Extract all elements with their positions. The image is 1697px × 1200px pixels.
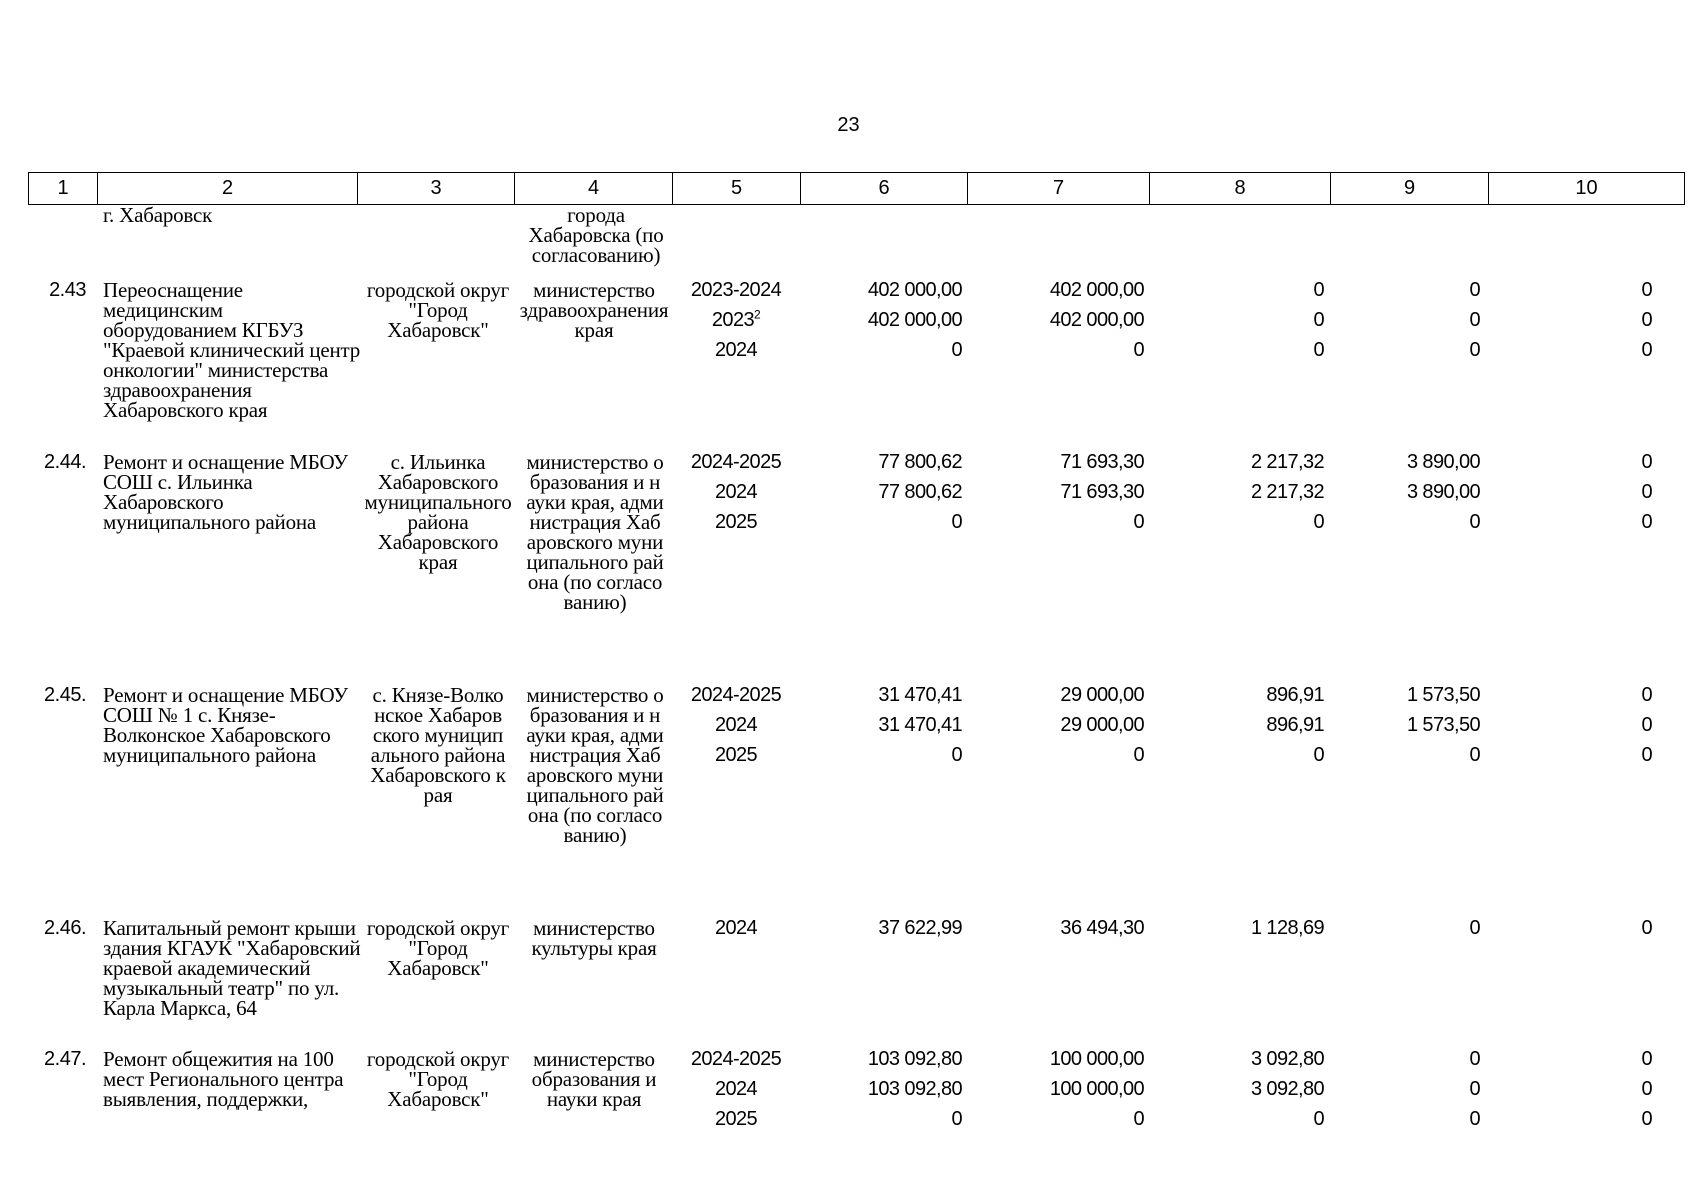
amount-total: 37 622,99 xyxy=(878,917,962,939)
amount-total: 31 470,41 xyxy=(878,714,962,736)
amount-col10: 0 xyxy=(1641,917,1652,939)
amount-col10: 0 xyxy=(1641,1048,1652,1070)
amount-col10: 0 xyxy=(1641,339,1652,361)
amount-col10: 0 xyxy=(1641,279,1652,301)
amount-col10: 0 xyxy=(1641,309,1652,331)
row-territory: городской округ "Город Хабаровск" xyxy=(366,916,510,980)
row-executor: министерство образования и науки края xyxy=(531,1047,657,1111)
amount-total: 31 470,41 xyxy=(878,684,962,706)
amount-col10: 0 xyxy=(1641,1078,1652,1100)
amount-col8: 0 xyxy=(1313,309,1324,331)
table-row xyxy=(0,913,1697,1044)
amount-col7: 71 693,30 xyxy=(1060,451,1144,473)
amount-col8: 0 xyxy=(1313,511,1324,533)
period-value: 2024 xyxy=(714,339,758,361)
amount-col9: 0 xyxy=(1469,1108,1480,1130)
amount-col8: 2 217,32 xyxy=(1250,481,1324,503)
amount-total: 77 800,62 xyxy=(878,481,962,503)
period-value: 2025 xyxy=(714,511,758,533)
row-territory: городской округ "Город Хабаровск" xyxy=(366,1047,510,1111)
row-name: Переоснащение медицинским оборудованием КГБУЗ "Краевой клинический центр онкологии" министерства здравоохранения Хабаровского края xyxy=(103,278,361,422)
amount-col9: 0 xyxy=(1469,339,1480,361)
amount-col10: 0 xyxy=(1641,744,1652,766)
amount-col9: 0 xyxy=(1469,917,1480,939)
period-value: 2023-2024 xyxy=(690,279,782,301)
amount-col9: 0 xyxy=(1469,1078,1480,1100)
amount-col7: 0 xyxy=(1133,339,1144,361)
header-cell: 2 xyxy=(98,173,358,205)
amount-col7: 36 494,30 xyxy=(1060,917,1144,939)
row-number: 2.44. xyxy=(44,451,86,473)
amount-col8: 0 xyxy=(1313,744,1324,766)
amount-col7: 0 xyxy=(1133,511,1144,533)
amount-col7: 0 xyxy=(1133,744,1144,766)
amount-total: 402 000,00 xyxy=(867,309,962,331)
amount-col9: 3 890,00 xyxy=(1406,451,1480,473)
amount-col10: 0 xyxy=(1641,511,1652,533)
table-body xyxy=(0,205,1697,1144)
row-territory: городской округ "Город Хабаровск" xyxy=(366,278,510,342)
amount-col10: 0 xyxy=(1641,684,1652,706)
header-cell: 5 xyxy=(673,173,801,205)
row-number: 2.45. xyxy=(44,684,86,706)
row-executor: министерство здравоохранения края xyxy=(519,278,669,342)
table-row xyxy=(0,1044,1697,1144)
amount-total: 103 092,80 xyxy=(867,1078,962,1100)
amount-col7: 29 000,00 xyxy=(1060,684,1144,706)
row-number: 2.46. xyxy=(44,917,86,939)
amount-col8: 896,91 xyxy=(1266,684,1324,706)
header-row xyxy=(29,173,1685,205)
carry-over-name: г. Хабаровск xyxy=(103,203,213,227)
amount-col7: 71 693,30 xyxy=(1060,481,1144,503)
period-with-note xyxy=(672,305,800,335)
row-name: Ремонт и оснащение МБОУ СОШ с. Ильинка Хабаровского муниципального района xyxy=(103,450,348,534)
amount-col7: 29 000,00 xyxy=(1060,714,1144,736)
amount-col8: 3 092,80 xyxy=(1250,1048,1324,1070)
period-value: 2024 xyxy=(714,917,758,939)
table-row xyxy=(0,447,1697,680)
period-value: 2024-2025 xyxy=(690,1048,782,1070)
amount-col8: 2 217,32 xyxy=(1250,451,1324,473)
amount-col7: 0 xyxy=(1133,1108,1144,1130)
footnote-mark: 2 xyxy=(754,307,761,322)
period-value: 2023 xyxy=(711,309,754,331)
amount-total: 0 xyxy=(951,1108,962,1130)
amount-col7: 100 000,00 xyxy=(1049,1078,1144,1100)
amount-col9: 1 573,50 xyxy=(1406,684,1480,706)
period-value: 2025 xyxy=(714,744,758,766)
amount-total: 402 000,00 xyxy=(867,279,962,301)
amount-col9: 3 890,00 xyxy=(1406,481,1480,503)
table-row xyxy=(0,680,1697,913)
amount-total: 77 800,62 xyxy=(878,451,962,473)
header-cell: 3 xyxy=(358,173,515,205)
row-name: Ремонт общежития на 100 мест Регионального центра выявления, поддержки, xyxy=(103,1047,344,1111)
header-cell: 9 xyxy=(1331,173,1489,205)
amount-col7: 402 000,00 xyxy=(1049,309,1144,331)
amount-col10: 0 xyxy=(1641,481,1652,503)
header-cell: 4 xyxy=(515,173,673,205)
header-cell: 8 xyxy=(1150,173,1331,205)
row-executor: министерство образования и науки края, администрация Хабаровского муниципального района (по согласованию) xyxy=(526,450,664,614)
amount-col7: 402 000,00 xyxy=(1049,279,1144,301)
amount-col9: 0 xyxy=(1469,1048,1480,1070)
row-number: 2.47. xyxy=(44,1048,86,1070)
row-territory: с. Ильинка Хабаровского муниципального района Хабаровского края xyxy=(364,450,512,574)
row-executor: министерство образования и науки края, администрация Хабаровского муниципального района (по согласованию) xyxy=(526,683,664,847)
amount-col9: 0 xyxy=(1469,309,1480,331)
header-cell: 10 xyxy=(1489,173,1685,205)
amount-col9: 1 573,50 xyxy=(1406,714,1480,736)
period-value: 2025 xyxy=(714,1108,758,1130)
table-row xyxy=(0,275,1697,447)
amount-col9: 0 xyxy=(1469,511,1480,533)
amount-col10: 0 xyxy=(1641,451,1652,473)
period-value: 2024 xyxy=(714,714,758,736)
header-cell: 6 xyxy=(801,173,968,205)
amount-col10: 0 xyxy=(1641,1108,1652,1130)
amount-col8: 3 092,80 xyxy=(1250,1078,1324,1100)
period-value: 2024-2025 xyxy=(690,684,782,706)
amount-col8: 896,91 xyxy=(1266,714,1324,736)
header-cell: 1 xyxy=(29,173,98,205)
amount-total: 0 xyxy=(951,339,962,361)
row-executor: министерство культуры края xyxy=(531,916,657,960)
period-value: 2024-2025 xyxy=(690,451,782,473)
amount-col7: 100 000,00 xyxy=(1049,1048,1144,1070)
period-value: 2024 xyxy=(714,481,758,503)
amount-col9: 0 xyxy=(1469,744,1480,766)
row-territory: с. Князе-Волконское Хабаровского муниципального района Хабаровского края xyxy=(370,683,506,807)
carry-over-executor: города Хабаровска (по согласованию) xyxy=(528,203,664,267)
header-cell: 7 xyxy=(968,173,1150,205)
amount-col9: 0 xyxy=(1469,279,1480,301)
amount-col8: 0 xyxy=(1313,279,1324,301)
column-header-table xyxy=(28,172,1685,205)
period-value: 2024 xyxy=(714,1078,758,1100)
row-name: Ремонт и оснащение МБОУ СОШ № 1 с. Князе-Волконское Хабаровского муниципального района xyxy=(103,683,348,767)
row-number: 2.43 xyxy=(49,279,86,301)
row-name: Капитальный ремонт крыши здания КГАУК "Хабаровский краевой академический музыкальный театр" по ул. Карла Маркса, 64 xyxy=(103,916,361,1020)
amount-col8: 0 xyxy=(1313,339,1324,361)
carry-over-row xyxy=(0,205,1697,275)
amount-col8: 0 xyxy=(1313,1108,1324,1130)
amount-total: 0 xyxy=(951,744,962,766)
amount-total: 0 xyxy=(951,511,962,533)
page-number: 23 xyxy=(837,114,860,136)
amount-col10: 0 xyxy=(1641,714,1652,736)
amount-col8: 1 128,69 xyxy=(1250,917,1324,939)
amount-total: 103 092,80 xyxy=(867,1048,962,1070)
